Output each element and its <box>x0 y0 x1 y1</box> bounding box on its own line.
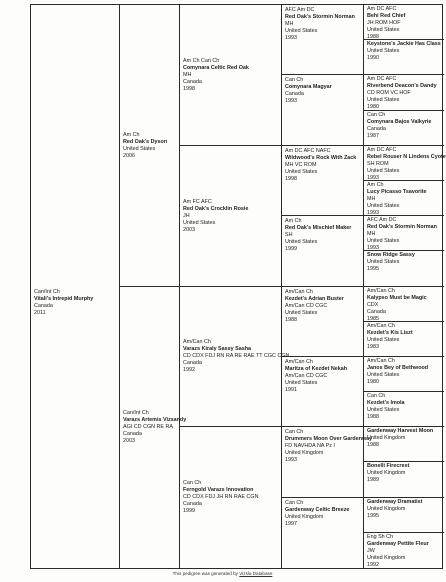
dog-year: 1988 <box>367 34 379 40</box>
ancestor-entry <box>367 393 442 421</box>
dog-name: Gardenway Pettite Fleur <box>367 540 429 547</box>
dog-year: 2003 <box>183 226 195 233</box>
footer-text: This pedigree was generated by <box>172 571 238 576</box>
dog-extra: Am/Can CD CGC <box>285 372 328 379</box>
dog-name: Rebel Rouser N Lindens Cyote <box>367 153 446 160</box>
dog-country: United Kingdom <box>285 513 324 520</box>
dog-extra: SH <box>285 232 293 239</box>
dog-country: Canada <box>367 308 386 315</box>
dog-name: Varazs Kiraly Sassy Sasha <box>183 346 252 353</box>
dog-extra: JH ROM HOF <box>367 20 401 26</box>
dog-extra: FD NAVHDA NA Pz I <box>285 443 335 450</box>
ancestor-cell <box>282 5 363 75</box>
dog-name: Red Oak's Mischief Maker <box>285 225 352 232</box>
ancestor-cell <box>364 216 444 251</box>
dog-title: Am/Can Ch <box>367 322 395 329</box>
dog-year: 2006 <box>123 152 135 159</box>
ancestor-cell <box>120 5 179 287</box>
dog-name: Red Oak's Stormin Norman <box>367 224 437 231</box>
ancestor-cell <box>282 216 363 286</box>
dog-year: 1980 <box>367 378 379 385</box>
ancestor-cell <box>364 533 444 568</box>
dog-country: United States <box>285 239 318 246</box>
ancestor-entry <box>285 7 361 42</box>
generation-1-column <box>31 5 120 568</box>
dog-country: United States <box>285 168 318 175</box>
dog-name: Vitali's Intrepid Murphy <box>34 295 94 302</box>
dog-name: Gardenway Celtic Breeze <box>285 506 350 513</box>
dog-year: 1991 <box>285 386 297 393</box>
dog-name: Kezdet's Kis Liszt <box>367 329 413 336</box>
ancestor-entry <box>183 339 290 374</box>
ancestor-entry <box>285 359 361 394</box>
dog-year: 1998 <box>183 85 195 92</box>
dog-country: United States <box>183 219 216 226</box>
dog-name: Janos Bey of Bethwood <box>367 364 429 371</box>
dog-extra: CD ROM VC HOF <box>367 90 411 97</box>
dog-name: Keystone's Jackie Has Class <box>367 41 441 48</box>
dog-title: Am Ch <box>285 218 302 225</box>
ancestor-entry <box>367 217 442 252</box>
dog-country: United States <box>367 167 400 174</box>
ancestor-cell <box>364 462 444 497</box>
dog-title: Can/Int Ch <box>34 288 60 295</box>
dog-name: Behi Red Chief <box>367 13 406 19</box>
dog-name: Bonelli Firecrest <box>367 463 410 470</box>
dog-title: Am Ch Can Ch <box>183 57 220 64</box>
dog-name: Gardenway Harvest Moon <box>367 428 434 435</box>
dog-country: United Kingdom <box>367 470 406 477</box>
ancestor-entry <box>367 463 442 484</box>
dog-year: 1993 <box>367 245 379 252</box>
dog-country: United Kingdom <box>367 554 406 561</box>
dog-title: Can Ch <box>285 499 304 506</box>
dog-name: Red Oak's Crocklin Rosie <box>183 205 249 212</box>
ancestor-cell <box>364 181 444 216</box>
dog-country: Canada <box>123 430 142 437</box>
dog-title: Can/Int Ch <box>123 409 149 416</box>
ancestor-cell <box>364 287 444 322</box>
dog-country: United States <box>367 97 400 104</box>
dog-title: Am/Can Ch <box>285 288 313 295</box>
ancestor-entry <box>183 480 279 515</box>
dog-title: Am Ch <box>367 181 384 188</box>
ancestor-entry <box>367 6 442 41</box>
dog-country: United States <box>367 371 400 378</box>
dog-title: Am Ch <box>123 131 140 138</box>
dog-year: 1989 <box>367 477 379 484</box>
ancestor-entry <box>367 112 442 140</box>
dog-country: United States <box>367 259 400 266</box>
dog-year: 1998 <box>285 175 297 182</box>
ancestor-entry <box>367 76 442 111</box>
dog-extra: MH <box>183 71 192 78</box>
ancestor-cell <box>364 322 444 357</box>
dog-country: United States <box>367 336 400 343</box>
dog-extra: CDX <box>367 301 379 308</box>
dog-name: Kezdet's Imola <box>367 400 405 407</box>
ancestor-entry <box>285 148 361 183</box>
ancestor-cell <box>282 357 363 427</box>
dog-country: United Kingdom <box>285 450 324 457</box>
dog-name: Kezdet's Adrian Buster <box>285 295 344 302</box>
dog-title: Can Ch <box>183 480 202 487</box>
dog-extra: MH <box>367 195 376 202</box>
dog-year: 1993 <box>367 209 379 216</box>
dog-title: Am DC AFC <box>367 6 397 12</box>
ancestor-cell <box>282 75 363 145</box>
dog-country: United States <box>367 238 400 245</box>
dog-title: Am/Can Ch <box>285 358 313 365</box>
dog-name: Comynara Bajos Valkyrie <box>367 118 432 125</box>
dog-extra: MH <box>367 231 376 238</box>
ancestor-entry <box>367 252 442 273</box>
ancestor-cell <box>31 5 119 568</box>
ancestor-entry <box>123 132 177 160</box>
dog-country: United States <box>367 202 400 209</box>
dog-year: 1988 <box>367 442 379 449</box>
ancestor-entry <box>285 77 361 105</box>
ancestor-cell <box>282 146 363 216</box>
ancestor-cell <box>364 357 444 392</box>
ancestor-cell <box>180 146 281 287</box>
dog-country: United States <box>123 145 156 152</box>
dog-extra: JW <box>367 547 375 554</box>
dog-year: 2011 <box>34 309 46 316</box>
dog-extra: JH <box>183 212 190 219</box>
dog-country: Canada <box>183 78 202 85</box>
dog-name: Red Oak's Dyson <box>123 138 168 145</box>
dog-country: United States <box>285 28 318 34</box>
dog-country: United States <box>367 27 400 33</box>
dog-title: Can Ch <box>367 393 386 400</box>
ancestor-entry <box>123 409 187 445</box>
ancestor-entry <box>367 428 442 449</box>
ancestor-cell <box>364 146 444 181</box>
dog-title: Can Ch <box>285 77 304 84</box>
ancestor-entry <box>367 182 442 217</box>
dog-country: Canada <box>183 360 202 367</box>
dog-title: Am DC AFC NAFC <box>285 147 331 154</box>
ancestor-entry <box>285 218 361 253</box>
dog-extra: MH VC ROM <box>285 161 317 168</box>
ancestor-cell <box>180 427 281 568</box>
dog-name: Kalypso Must be Magic <box>367 294 427 301</box>
dog-title: Eng Sh Ch <box>367 533 394 540</box>
ancestor-cell <box>364 75 444 110</box>
dog-country: United States <box>285 379 318 386</box>
dog-title: Am DC AFC <box>367 76 397 83</box>
dog-extra: Am/Can CD CGC <box>285 302 328 309</box>
ancestor-entry <box>367 499 442 520</box>
ancestor-cell <box>364 5 444 40</box>
dog-name: Comynara Magyar <box>285 84 332 91</box>
dog-year: 1995 <box>367 512 379 519</box>
dog-name: Snow Ridge Sassy <box>367 252 415 259</box>
dog-name: Gardenway Dramatist <box>367 498 423 505</box>
dog-name: Riverbend Deacon's Dandy <box>367 83 437 90</box>
ancestor-entry <box>183 58 279 93</box>
ancestor-entry <box>183 199 279 234</box>
ancestor-entry <box>367 323 442 351</box>
dog-title: Am/Can Ch <box>367 287 395 294</box>
dog-extra: SH ROM <box>367 160 389 167</box>
dog-title: Am/Can Ch <box>183 339 211 346</box>
dog-year: 1988 <box>285 316 297 323</box>
ancestor-cell <box>282 498 363 568</box>
dog-year: 1999 <box>285 246 297 253</box>
dog-name: Wildwood's Rock With Zack <box>285 154 357 161</box>
footer <box>0 571 445 576</box>
ancestor-entry <box>367 534 442 569</box>
dog-year: 1992 <box>367 561 379 568</box>
dog-name: Ferngold Varazs Innovation <box>183 487 254 494</box>
dog-title: Am FC AFC <box>183 198 212 205</box>
dog-country: Canada <box>34 302 53 309</box>
ancestor-cell <box>282 287 363 357</box>
dog-title: Am DC AFC <box>367 146 397 153</box>
dog-country: United States <box>367 407 400 414</box>
dog-name: Red Oak's Stormin Norman <box>285 14 355 20</box>
ancestor-cell <box>364 40 444 75</box>
dog-year: 1995 <box>367 266 379 273</box>
ancestor-cell <box>364 251 444 286</box>
dog-year: 1993 <box>367 174 379 181</box>
dog-name: Lucy Picasso Tsavorite <box>367 188 427 195</box>
dog-year: 1999 <box>183 508 195 515</box>
dog-name: Maritza of Kezdet Nekah <box>285 365 348 372</box>
dog-country: United Kingdom <box>367 505 406 512</box>
dog-country: United Kingdom <box>367 435 406 442</box>
dog-country: Canada <box>367 125 386 132</box>
ancestor-entry <box>285 500 361 528</box>
dog-title: Can Ch <box>367 111 386 118</box>
dog-year: 2003 <box>123 437 135 444</box>
dog-extra: CD CDX FDJ RN RA RE RAE TT CGC CGN <box>183 353 290 360</box>
dog-year: 1992 <box>183 367 195 374</box>
ancestor-cell <box>364 392 444 427</box>
dog-country: Canada <box>285 91 304 98</box>
vizsla-database-link[interactable]: Vizsla Database <box>239 571 273 576</box>
ancestor-cell <box>364 111 444 146</box>
ancestor-cell <box>180 5 281 146</box>
dog-year: 1997 <box>285 520 297 527</box>
ancestor-entry <box>367 358 442 386</box>
dog-name: Varazs Artemis Vizsandy <box>123 416 187 423</box>
generation-5-column <box>364 5 444 568</box>
ancestor-cell <box>364 427 444 462</box>
dog-year: 1985 <box>367 315 379 322</box>
dog-country: United States <box>285 309 318 316</box>
dog-title: Can Ch <box>285 429 304 436</box>
dog-extra: AGI CD CGN RE RA <box>123 423 174 430</box>
ancestor-cell <box>364 498 444 533</box>
ancestor-entry <box>367 288 442 323</box>
ancestor-entry <box>34 289 117 317</box>
dog-year: 1993 <box>285 457 297 464</box>
dog-title: AFC Am DC <box>285 7 315 13</box>
dog-title: AFC Am DC <box>367 217 397 224</box>
dog-country: Canada <box>183 501 202 508</box>
ancestor-entry <box>367 146 446 182</box>
dog-year: 1983 <box>367 343 379 350</box>
dog-year: 1987 <box>367 132 379 139</box>
dog-country: United States <box>367 48 400 55</box>
dog-extra: MH <box>285 21 294 27</box>
dog-year: 1980 <box>367 104 379 111</box>
ancestor-cell <box>180 287 290 428</box>
dog-year: 1988 <box>367 414 379 421</box>
dog-extra: CD CDX FDJ JH RN RAE CGN <box>183 494 259 501</box>
dog-name: Comynara Celtic Red Oak <box>183 64 249 71</box>
dog-year: 1993 <box>285 35 297 41</box>
pedigree-chart <box>30 4 446 569</box>
dog-title: Am/Can Ch <box>367 357 395 364</box>
dog-year: 1990 <box>367 55 379 62</box>
ancestor-cell <box>120 287 187 569</box>
ancestor-entry <box>367 41 442 62</box>
generation-3-column <box>180 5 290 568</box>
ancestor-entry <box>285 289 361 324</box>
dog-year: 1993 <box>285 98 297 105</box>
dog-name: Drummers Moon Over Gardenway <box>285 436 373 443</box>
